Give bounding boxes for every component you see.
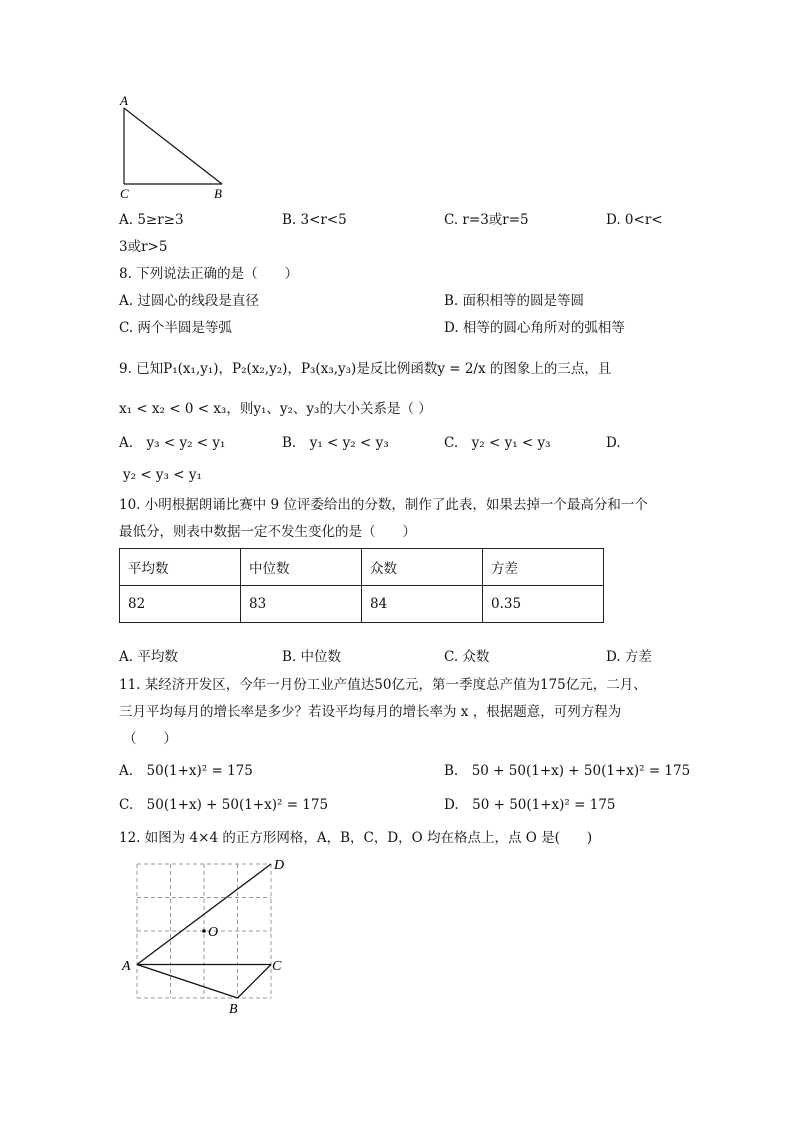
segment-bc: [238, 965, 272, 999]
table-cell: 83: [241, 586, 362, 623]
table-row: [120, 586, 604, 623]
q8-option-c: C. 两个半圆是等弧: [119, 320, 232, 336]
point-label-o: O: [208, 925, 219, 940]
q10-stem-line2: 最低分，则表中数据一定不发生变化的是（ ）: [119, 524, 416, 540]
point-o: [202, 929, 206, 933]
q10-option-d: D. 方差: [606, 649, 652, 665]
q8-option-d: D. 相等的圆心角所对的弧相等: [444, 320, 625, 336]
point-label-d: D: [274, 858, 285, 873]
q7-option-a: A. 5≥r≥3: [119, 212, 184, 228]
q7-option-d-line1: D. 0<r<: [606, 212, 663, 228]
table-header-cell: 平均数: [120, 549, 241, 586]
q7-option-c: C. r=3或r=5: [444, 212, 529, 228]
q11-stem-line3: （ ）: [123, 731, 177, 747]
stats-table: [119, 548, 604, 623]
table-cell: 0.35: [483, 586, 604, 623]
side-ab: [124, 108, 222, 184]
vertex-label-c: C: [120, 186, 129, 201]
q12-stem: 12. 如图为 4×4 的正方形网格，A，B，C，D，O 均在格点上，点 O 是( ): [119, 830, 593, 846]
q10-option-c: C. 众数: [444, 649, 490, 665]
segment-ab: [137, 965, 238, 999]
q10-stem-line1: 10. 小明根据朗诵比赛中 9 位评委给出的分数，制作了此表，如果去掉一个最高分和一个: [119, 497, 648, 513]
point-label-b: B: [229, 1002, 238, 1017]
q10-option-b: B. 中位数: [282, 649, 342, 665]
q9-option-a: A. y₃ < y₂ < y₁: [119, 435, 226, 451]
table-cell: 82: [120, 586, 241, 623]
point-label-a: A: [122, 959, 131, 974]
vertex-label-b: B: [214, 186, 222, 201]
q9-option-c: C. y₂ < y₁ < y₃: [444, 435, 551, 451]
q11-option-c: C. 50(1+x) + 50(1+x)² = 175: [119, 797, 329, 813]
table-cell: 84: [362, 586, 483, 623]
q9-option-d-label: D.: [606, 435, 621, 451]
q10-option-a: A. 平均数: [119, 649, 178, 665]
table-header-cell: 众数: [362, 549, 483, 586]
grid-figure: [118, 852, 298, 1018]
table-header-cell: 中位数: [241, 549, 362, 586]
point-label-c: C: [272, 959, 282, 974]
q9-option-b: B. y₁ < y₂ < y₃: [282, 435, 389, 451]
q11-option-a: A. 50(1+x)² = 175: [119, 763, 253, 779]
q11-stem-line2: 三月平均每月的增长率是多少？若设平均每月的增长率为 x ，根据题意，可列方程为: [119, 704, 622, 720]
table-header-row: [120, 549, 604, 586]
q11-stem-line1: 11. 某经济开发区，今年一月份工业产值达50亿元，第一季度总产值为175亿元，二月、: [119, 677, 647, 693]
q11-option-d: D. 50 + 50(1+x)² = 175: [444, 797, 616, 813]
q9-stem-line2: x₁ < x₂ < 0 < x₃，则y₁、y₂、y₃的大小关系是（ ）: [119, 401, 432, 417]
q9-stem-line1: 9. 已知P₁(x₁,y₁)，P₂(x₂,y₂)，P₃(x₃,y₃)是反比例函数y = 2/x 的图象上的三点，且: [119, 361, 612, 377]
q8-stem: 8. 下列说法正确的是（ ）: [119, 266, 299, 282]
q11-option-b: B. 50 + 50(1+x) + 50(1+x)² = 175: [444, 763, 691, 779]
vertex-label-a: A: [120, 93, 128, 108]
q9-option-d-value: y₂ < y₃ < y₁: [123, 467, 202, 483]
q8-option-b: B. 面积相等的圆是等圆: [444, 293, 585, 309]
triangle-figure: [110, 92, 240, 204]
table-header-cell: 方差: [483, 549, 604, 586]
q8-option-a: A. 过圆心的线段是直径: [119, 293, 259, 309]
q7-option-b: B. 3<r<5: [282, 212, 347, 228]
q7-option-d-line2: 3或r>5: [119, 239, 168, 255]
